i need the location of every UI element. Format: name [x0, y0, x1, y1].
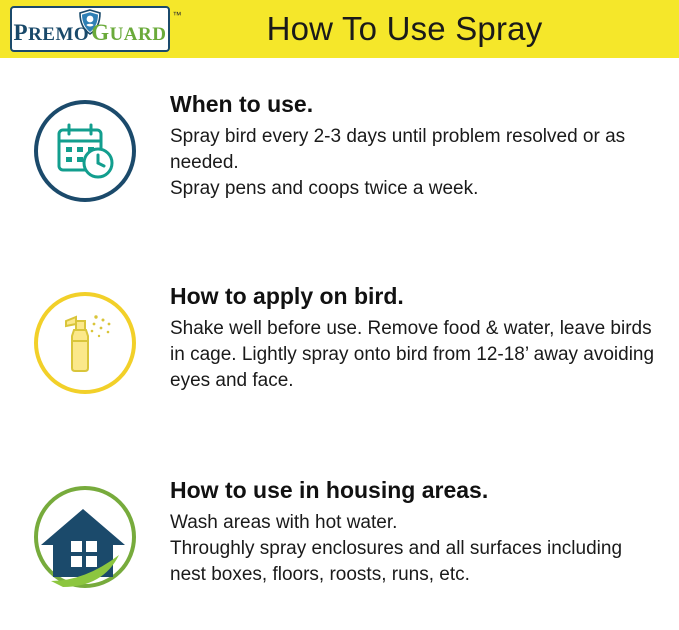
- icon-circle-green: [34, 486, 136, 588]
- section-title: How to use in housing areas.: [170, 477, 489, 503]
- section-when-to-use: [0, 92, 679, 202]
- text-column: [170, 92, 679, 202]
- house-icon: [33, 485, 137, 589]
- icon-column: [0, 284, 170, 394]
- section-how-to-apply-on-bird: [0, 284, 679, 394]
- spray-bottle-icon: [50, 310, 120, 376]
- logo-text-guard: GUARD: [91, 20, 167, 45]
- brand-logo: [10, 6, 182, 52]
- text-column: [170, 284, 679, 394]
- section-body: Spray bird every 2-3 days until problem resolved or as needed. Spray pens and coops twice a week.: [170, 126, 626, 199]
- icon-column: [0, 478, 170, 588]
- trademark-symbol: ™: [172, 10, 182, 20]
- section-title: When to use.: [170, 91, 314, 117]
- page-title: How To Use Spray: [266, 10, 543, 47]
- icon-column: [0, 92, 170, 202]
- section-body: Wash areas with hot water. Throughly spray enclosures and all surfaces including nest boxes, floors, roosts, runs, etc.: [170, 512, 623, 585]
- section-how-to-use-in-housing-areas: [0, 478, 679, 588]
- header-banner: [0, 0, 679, 58]
- icon-circle-yellow: [34, 292, 136, 394]
- icon-circle-blue: [34, 100, 136, 202]
- text-column: [170, 478, 679, 588]
- section-body: Shake well before use. Remove food & water, leave birds in cage. Lightly spray onto bird from 12-18’ away avoiding eyes and face.: [170, 318, 655, 391]
- calendar-clock-icon: [54, 120, 116, 182]
- logo-text-premo: PREMO: [13, 20, 90, 45]
- section-title: How to apply on bird.: [170, 283, 404, 309]
